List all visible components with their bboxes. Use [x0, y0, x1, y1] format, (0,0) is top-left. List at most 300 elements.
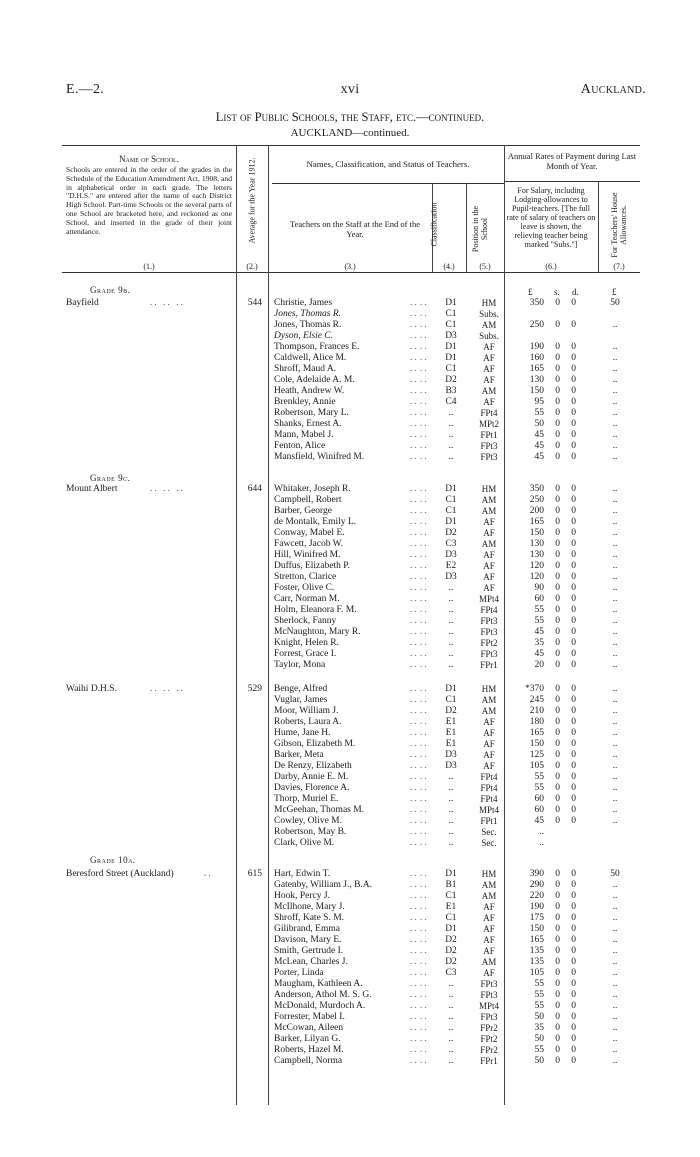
teacher-name: McCowan, Aileen — [274, 1023, 344, 1033]
teacher-name: Smith, Gertrude I. — [274, 946, 344, 956]
salary-shillings: 0 — [555, 880, 560, 890]
salary — [514, 572, 590, 583]
table-row — [272, 572, 622, 583]
salary-pounds: 20 — [534, 660, 544, 670]
header-bottom-rule — [62, 272, 640, 273]
row-dots: .. — [410, 1001, 419, 1011]
salary-pounds: 180 — [529, 717, 544, 727]
row-dots: .. — [410, 441, 419, 451]
classification: D2 — [445, 946, 457, 956]
classification: .. — [448, 1012, 454, 1022]
position: AF — [483, 750, 495, 760]
salary-shillings: 0 — [555, 1023, 560, 1033]
salary-pence: 0 — [571, 583, 576, 593]
salary-shillings: 0 — [555, 353, 560, 363]
table-row — [272, 880, 622, 891]
classification: .. — [448, 419, 454, 429]
row-dots: .. — [420, 935, 429, 945]
teacher-name: Forrest, Grace I. — [274, 649, 337, 659]
salary — [514, 353, 590, 364]
table-row — [272, 717, 622, 728]
salary-pounds: 55 — [534, 979, 544, 989]
row-dots: .. — [410, 353, 419, 363]
table-row — [272, 1056, 622, 1067]
salary — [514, 1001, 590, 1012]
row-dots: .. — [410, 309, 419, 319]
position: HM — [481, 869, 497, 879]
salary-shillings: 0 — [555, 506, 560, 516]
table-row — [272, 684, 622, 695]
row-dots: .. — [420, 419, 429, 429]
position: AF — [483, 375, 495, 385]
house-allowance: .. — [612, 783, 618, 793]
salary-shillings: 0 — [555, 1034, 560, 1044]
salary-shillings: 0 — [555, 728, 560, 738]
table-row — [272, 375, 622, 386]
salary-pence: 0 — [571, 1023, 576, 1033]
salary-shillings: 0 — [555, 320, 560, 330]
classification: C1 — [445, 309, 457, 319]
teacher-name: Davison, Mary E. — [274, 935, 342, 945]
position: FPt3 — [480, 452, 498, 462]
salary-pounds: 60 — [534, 794, 544, 804]
house-allowance: .. — [612, 583, 618, 593]
salary-shillings: 0 — [555, 430, 560, 440]
row-dots: .. — [410, 695, 419, 705]
school-name: Bayfield — [66, 298, 99, 308]
house-allowance: .. — [612, 430, 618, 440]
row-dots: .. — [420, 550, 429, 560]
table-row — [272, 309, 622, 320]
salary-shillings: 0 — [555, 924, 560, 934]
salary — [514, 342, 590, 353]
salary-pounds: 165 — [529, 935, 544, 945]
salary-shillings: 0 — [555, 386, 560, 396]
classification: D2 — [445, 957, 457, 967]
table-row — [272, 353, 622, 364]
grade-heading: Grade 9b. — [90, 285, 131, 295]
salary-pence: 0 — [571, 946, 576, 956]
house-allowance: .. — [612, 880, 618, 890]
salary-shillings: 0 — [555, 816, 560, 826]
position: FPt2 — [480, 1034, 498, 1044]
row-dots: .. — [420, 761, 429, 771]
house-allowance: .. — [612, 891, 618, 901]
average-attendance: 529 — [247, 684, 262, 694]
salary-pence: 0 — [571, 550, 576, 560]
col1-notes: Schools are entered in the order of the grades in the Schedule of the Education Amendment Act, 1908, and in alphabetical order in each grade. The letters "D.H.S." are entered after the name of each District High School. Part-time Schools or the several parts of one School are bracketed here, and reckoned as one School, and inserted in the grade of their joint attendance. — [66, 165, 232, 236]
house-allowance: .. — [612, 695, 618, 705]
salary-shillings: 0 — [555, 1012, 560, 1022]
position: AM — [481, 957, 497, 967]
teacher-name: Cole, Adelaide A. M. — [274, 375, 355, 385]
classification: E1 — [445, 902, 457, 912]
house-allowance: .. — [612, 375, 618, 385]
salary — [514, 891, 590, 902]
row-dots: .. — [420, 717, 429, 727]
table-row — [272, 320, 622, 331]
position: MPt4 — [478, 805, 499, 815]
table-row — [272, 660, 622, 671]
salary-pounds: 50 — [534, 419, 544, 429]
position: AM — [481, 880, 497, 890]
row-dots: .. — [410, 805, 419, 815]
position: AM — [481, 506, 497, 516]
salary-pounds: 175 — [529, 913, 544, 923]
table-row — [272, 561, 622, 572]
teacher-name: Knight, Helen R. — [274, 638, 339, 648]
salary-pounds: 120 — [529, 572, 544, 582]
salary-pence: 0 — [571, 1012, 576, 1022]
salary-pence: 0 — [571, 419, 576, 429]
classification: D2 — [445, 706, 457, 716]
salary-pounds: 55 — [534, 616, 544, 626]
salary — [514, 1023, 590, 1034]
row-dots: .. — [420, 452, 429, 462]
salary-shillings: 0 — [555, 957, 560, 967]
salary-shillings: 0 — [555, 750, 560, 760]
salary-shillings: 0 — [555, 706, 560, 716]
teacher-name: Gatenby, William J., B.A. — [274, 880, 373, 890]
classification: E1 — [445, 739, 457, 749]
row-dots: .. — [410, 902, 419, 912]
salary-pounds: 45 — [534, 441, 544, 451]
salary-pounds: 35 — [534, 1023, 544, 1033]
classification: D1 — [445, 517, 457, 527]
row-dots: .. — [420, 441, 429, 451]
salary-pounds: 95 — [534, 397, 544, 407]
salary-pounds: 60 — [534, 594, 544, 604]
position: FPt4 — [480, 794, 498, 804]
position: AF — [483, 364, 495, 374]
row-dots: .. — [420, 891, 429, 901]
salary-pounds: 90 — [534, 583, 544, 593]
row-dots: .. — [420, 517, 429, 527]
position: HM — [481, 298, 497, 308]
salary-pounds: 130 — [529, 375, 544, 385]
row-dots: .. — [410, 913, 419, 923]
classification: B3 — [445, 386, 457, 396]
table-row — [272, 913, 622, 924]
row-dots: .. — [420, 528, 429, 538]
house-allowance: 50 — [610, 298, 620, 308]
table-row — [272, 386, 622, 397]
teacher-name: Thorp, Muriel E. — [274, 794, 339, 804]
position: HM — [481, 684, 497, 694]
salary — [514, 827, 590, 838]
house-allowance: 50 — [610, 869, 620, 879]
salary-pence: 0 — [571, 1001, 576, 1011]
salary-shillings: 0 — [555, 891, 560, 901]
salary — [514, 452, 590, 463]
salary-shillings: 0 — [555, 772, 560, 782]
average-attendance: 615 — [247, 869, 262, 879]
salary-shillings: 0 — [555, 495, 560, 505]
teacher-name: Shroff, Maud A. — [274, 364, 337, 374]
salary-shillings: 0 — [555, 627, 560, 637]
row-dots: .. — [420, 408, 429, 418]
house-allowance: .. — [612, 397, 618, 407]
position: AF — [483, 717, 495, 727]
salary-pence: 0 — [571, 957, 576, 967]
row-dots: .. — [420, 706, 429, 716]
teacher-name: Forrester, Mabel I. — [274, 1012, 345, 1022]
teacher-name: Robertson, May B. — [274, 827, 347, 837]
table-row — [272, 452, 622, 463]
table-row — [272, 1012, 622, 1023]
classification: D1 — [445, 298, 457, 308]
salary-shillings: 0 — [555, 805, 560, 815]
table-row — [272, 1034, 622, 1045]
salary-pounds: 350 — [529, 484, 544, 494]
salary-pence: 0 — [571, 298, 576, 308]
teacher-name: Foster, Olive C. — [274, 583, 335, 593]
row-dots: .. — [410, 452, 419, 462]
salary-pounds: 150 — [529, 924, 544, 934]
table-row — [272, 827, 622, 838]
classification: B1 — [445, 880, 457, 890]
position: AF — [483, 397, 495, 407]
row-dots: .. — [410, 880, 419, 890]
row-dots: .. — [410, 583, 419, 593]
salary — [514, 838, 590, 849]
salary-shillings: 0 — [555, 935, 560, 945]
salary — [514, 805, 590, 816]
position: MPt4 — [478, 594, 499, 604]
salary-pence: 0 — [571, 660, 576, 670]
row-dots: .. — [410, 968, 419, 978]
salary-pence: 0 — [571, 638, 576, 648]
names-group-header: Names, Classification, and Status of Teachers. — [306, 159, 470, 169]
house-allowance: .. — [612, 616, 618, 626]
classification: .. — [448, 990, 454, 1000]
salary — [514, 309, 590, 320]
row-dots: .. — [410, 495, 419, 505]
leader-dots: .. — [204, 869, 213, 879]
salary — [514, 706, 590, 717]
table-row — [272, 484, 622, 495]
salary-pounds: 120 — [529, 561, 544, 571]
position: AF — [483, 561, 495, 571]
row-dots: .. — [420, 728, 429, 738]
classification: D3 — [445, 550, 457, 560]
classification: D1 — [445, 869, 457, 879]
salary-pounds: 105 — [529, 968, 544, 978]
table-row — [272, 550, 622, 561]
salary-pounds: 245 — [529, 695, 544, 705]
salary-pence: 0 — [571, 484, 576, 494]
salary — [514, 517, 590, 528]
teacher-name: Caldwell, Alice M. — [274, 353, 347, 363]
row-dots: .. — [410, 572, 419, 582]
row-dots: .. — [410, 419, 419, 429]
col-num-7: (7.) — [613, 262, 625, 271]
salary-shillings: 0 — [555, 1001, 560, 1011]
row-dots: .. — [420, 572, 429, 582]
table-row — [272, 1023, 622, 1034]
position: AF — [483, 902, 495, 912]
row-dots: .. — [410, 838, 419, 848]
school-name: Mount Albert — [66, 484, 118, 494]
table-row — [272, 891, 622, 902]
house-allowance: .. — [612, 772, 618, 782]
table-row — [272, 772, 622, 783]
position: FPt3 — [480, 1012, 498, 1022]
pounds-label: £ — [528, 287, 533, 297]
classification: D2 — [445, 528, 457, 538]
table-row — [272, 1001, 622, 1012]
table-row — [272, 583, 622, 594]
table-row — [272, 408, 622, 419]
row-dots: .. — [410, 935, 419, 945]
salary-pounds: 55 — [534, 605, 544, 615]
salary-pounds: 45 — [534, 452, 544, 462]
salary-pence: 0 — [571, 397, 576, 407]
teacher-name: Clark, Olive M. — [274, 838, 335, 848]
salary-pounds: 250 — [529, 495, 544, 505]
table-row — [272, 957, 622, 968]
classification: .. — [448, 660, 454, 670]
salary — [514, 750, 590, 761]
col-divider-6 — [598, 181, 599, 273]
row-dots: .. — [410, 528, 419, 538]
house-allowance: .. — [612, 660, 618, 670]
row-dots: .. — [410, 517, 419, 527]
salary-shillings: 0 — [555, 739, 560, 749]
position: FPr1 — [480, 660, 498, 670]
classification: C1 — [445, 695, 457, 705]
teacher-name: Brenkley, Annie — [274, 397, 336, 407]
table-row — [272, 750, 622, 761]
salary — [514, 783, 590, 794]
salary — [514, 375, 590, 386]
salary-pence: 0 — [571, 1034, 576, 1044]
row-dots: .. — [420, 827, 429, 837]
salary-pence: 0 — [571, 506, 576, 516]
salary-pence: 0 — [571, 495, 576, 505]
position: HM — [481, 484, 497, 494]
teacher-name: Hart, Edwin T. — [274, 869, 331, 879]
table-row — [272, 706, 622, 717]
row-dots: .. — [420, 1034, 429, 1044]
salary — [514, 1012, 590, 1023]
salary-pence: 0 — [571, 430, 576, 440]
salary-shillings: 0 — [555, 717, 560, 727]
house-allowance: .. — [612, 990, 618, 1000]
salary — [514, 1045, 590, 1056]
teacher-name: Hill, Winifred M. — [274, 550, 341, 560]
salary-pence: 0 — [571, 695, 576, 705]
house-allowance: .. — [612, 913, 618, 923]
salary-pence: 0 — [571, 1056, 576, 1066]
salary-pence: 0 — [571, 728, 576, 738]
salary-shillings: 0 — [555, 419, 560, 429]
classification: E1 — [445, 728, 457, 738]
house-allowance: .. — [612, 550, 618, 560]
classification: .. — [448, 638, 454, 648]
teacher-name: Campbell, Norma — [274, 1056, 343, 1066]
salary-pence: 0 — [571, 408, 576, 418]
row-dots: .. — [410, 627, 419, 637]
table-row — [272, 794, 622, 805]
house-allowance: .. — [612, 627, 618, 637]
salary — [514, 990, 590, 1001]
classification: .. — [448, 616, 454, 626]
col7-header: For Teachers' House Allowances. — [610, 192, 628, 258]
salary — [514, 761, 590, 772]
salary-shillings: 0 — [555, 761, 560, 771]
house-allowance: .. — [612, 353, 618, 363]
table-row — [272, 946, 622, 957]
classification: C1 — [445, 506, 457, 516]
position: AF — [483, 517, 495, 527]
salary-pence: 0 — [571, 605, 576, 615]
row-dots: .. — [420, 430, 429, 440]
col-divider-1 — [236, 145, 237, 1105]
position: AM — [481, 386, 497, 396]
table-row — [272, 528, 622, 539]
position: AF — [483, 924, 495, 934]
row-dots: .. — [410, 1056, 419, 1066]
salary-pounds: 150 — [529, 739, 544, 749]
table-row — [272, 638, 622, 649]
table-row — [272, 517, 622, 528]
teacher-name: Heath, Andrew W. — [274, 386, 345, 396]
salary-pence: 0 — [571, 517, 576, 527]
classification: .. — [448, 816, 454, 826]
salary-shillings: 0 — [555, 968, 560, 978]
position: MPt2 — [478, 419, 499, 429]
table-row — [272, 419, 622, 430]
teacher-name: Campbell, Robert — [274, 495, 342, 505]
row-dots: .. — [420, 979, 429, 989]
house-allowance: .. — [612, 902, 618, 912]
teacher-name: McGeehan, Thomas M. — [274, 805, 365, 815]
house-allowance: .. — [612, 386, 618, 396]
salary — [514, 408, 590, 419]
table-title: List of Public Schools, the Staff, etc.—continued. — [215, 110, 485, 124]
salary-pence: 0 — [571, 441, 576, 451]
row-dots: .. — [420, 794, 429, 804]
salary — [514, 561, 590, 572]
salary-pounds: 350 — [529, 298, 544, 308]
salary-pence: 0 — [571, 880, 576, 890]
teacher-name: Roberts, Hazel M. — [274, 1045, 344, 1055]
col3-header: Teachers on the Staff at the End of the Year. — [290, 219, 421, 239]
classification: .. — [448, 838, 454, 848]
table-row — [272, 805, 622, 816]
salary-shillings: 0 — [555, 946, 560, 956]
teacher-name: Conway, Mabel E. — [274, 528, 345, 538]
salary — [514, 298, 590, 309]
row-dots: .. — [420, 750, 429, 760]
position: AF — [483, 946, 495, 956]
salary-shillings: 0 — [555, 616, 560, 626]
salary — [514, 979, 590, 990]
salary-pounds: 200 — [529, 506, 544, 516]
house-allowance: .. — [612, 419, 618, 429]
position: Subs. — [479, 309, 499, 319]
salary-shillings: 0 — [555, 794, 560, 804]
col-num-3: (3.) — [344, 262, 356, 271]
teacher-name: Jones, Thomas R. — [274, 309, 342, 319]
row-dots: .. — [410, 561, 419, 571]
table-row — [272, 539, 622, 550]
house-allowance: .. — [612, 506, 618, 516]
table-row — [272, 838, 622, 849]
salary-pounds: 50 — [534, 1056, 544, 1066]
classification: C1 — [445, 320, 457, 330]
